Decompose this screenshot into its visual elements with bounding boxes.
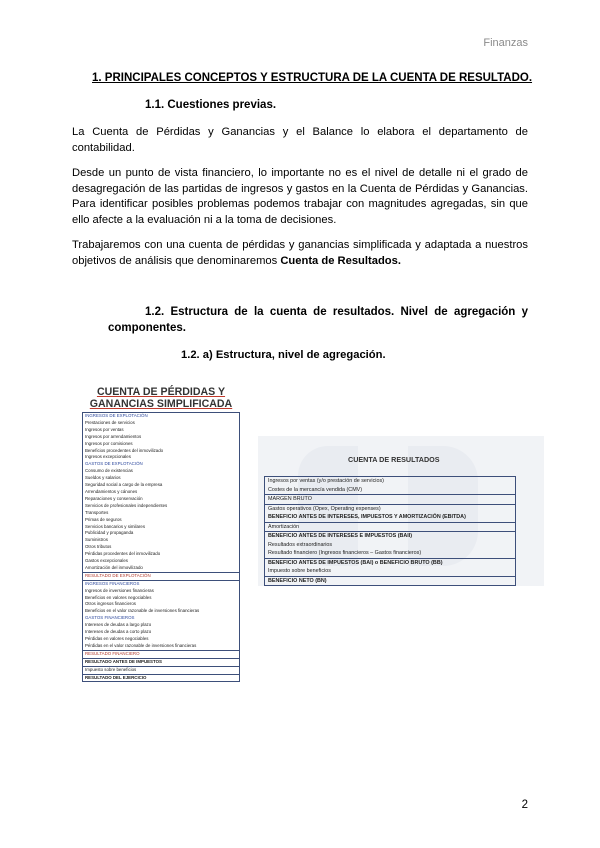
simplified-pl-row: GASTOS FINANCIEROS (85, 615, 135, 621)
simplified-pl-row: Servicios bancarios y similares (85, 523, 146, 529)
simplified-pl-row: INGRESOS DE EXPLOTACIÓN (85, 413, 148, 418)
simplified-pl-row: Gastos excepcionales (85, 558, 128, 564)
paragraph-1: La Cuenta de Pérdidas y Ganancias y el Balance lo elabora el departamento de contabilidad. (72, 126, 528, 154)
results-row: BENEFICIO NETO (BN) (265, 576, 515, 586)
simplified-pl-row: Pérdidas procedentes del inmovilizado (85, 551, 161, 557)
simplified-pl-row: Consumo de existencias (85, 468, 133, 474)
simplified-pl-table (82, 386, 240, 682)
results-row: BENEFICIO ANTES DE IMPUESTOS (BAI) o BENEFICIO BRUTO (BB) (265, 558, 515, 568)
simplified-pl-row: Publicidad y propaganda (85, 530, 134, 536)
results-row: Resultados extraordinarios (268, 541, 333, 548)
paragraph-3-bold: Cuenta de Resultados. (280, 254, 401, 267)
simplified-pl-title (82, 386, 240, 410)
results-row: Impuesto sobre beneficios (268, 568, 331, 574)
simplified-pl-row: RESULTADO DEL EJERCICIO (83, 674, 239, 682)
simplified-pl-row: Beneficios en el valor razonable de inversiones financieras (85, 608, 200, 614)
simplified-pl-row: Transportes (85, 509, 109, 515)
simplified-pl-row: Impuesto sobre beneficios (83, 666, 239, 674)
simplified-pl-row: Ingresos por comisiones (85, 440, 133, 446)
simplified-pl-title-line2: GANANCIAS SIMPLIFICADA (89, 398, 233, 410)
results-row: Ingresos por ventas (y/o prestación de servicios) (268, 478, 384, 484)
simplified-pl-row: RESULTADO FINANCIERO (83, 650, 239, 658)
results-row: Gastos operativos (Opex, Operating expenses) (265, 504, 515, 514)
simplified-pl-row: Intereses de deudas a corto plazo (85, 629, 152, 635)
simplified-pl-row: Ingresos excepcionales (85, 454, 131, 460)
simplified-pl-row: Pérdidas en valores negociables (85, 636, 149, 641)
results-row: BENEFICIO ANTES DE INTERESES E IMPUESTOS (BAII) (265, 531, 515, 541)
page-number: 2 (521, 799, 528, 811)
simplified-pl-row: Prestaciones de servicios (85, 419, 135, 425)
simplified-pl-row: Beneficios en valores negociables (85, 594, 152, 600)
simplified-pl-row: RESULTADO DE EXPLOTACIÓN (83, 572, 239, 580)
results-row: BENEFICIO ANTES DE INTERESES, IMPUESTOS Y AMORTIZACIÓN (EBITDA) (268, 514, 466, 520)
paragraph-3 (72, 238, 528, 269)
paragraph-3-text: Trabajaremos con una cuenta de pérdidas y ganancias simplificada y adaptada a nuestros objetivos de análisis que denominaremos (72, 239, 528, 267)
results-row: MARGEN BRUTO (265, 494, 515, 504)
simplified-pl-row: Beneficios procedentes del inmovilizado (85, 447, 164, 453)
simplified-pl-row: Servicios de profesionales independientes (85, 502, 168, 508)
simplified-pl-row: Seguridad social a cargo de la empresa (85, 482, 163, 488)
simplified-pl-row: Ingresos por ventas (85, 426, 124, 432)
simplified-pl-row: Otros tributos (85, 544, 112, 550)
results-row: Resultado financiero (Ingresos financieros – Gastos financieros) (268, 550, 422, 556)
simplified-pl-row: Pérdidas en el valor razonable de inversiones financieras (85, 642, 197, 648)
simplified-pl-row: Intereses de deudas a largo plazo (85, 622, 152, 628)
results-row: Amortización (265, 522, 515, 532)
simplified-pl-row: INGRESOS FINANCIEROS (83, 580, 239, 588)
simplified-pl-row: Amortización del inmovilizado (85, 564, 143, 570)
simplified-pl-row: RESULTADO ANTES DE IMPUESTOS (83, 658, 239, 666)
simplified-pl-row: Suministros (85, 537, 108, 543)
results-row: Costes de la mercancía vendida (CMV) (268, 486, 363, 493)
simplified-pl-row: Arrendamientos y cánones (85, 488, 138, 494)
simplified-pl-title-line1: CUENTA DE PÉRDIDAS Y (96, 386, 226, 398)
running-header: Finanzas (483, 37, 528, 49)
simplified-pl-row: Reparaciones y conservación (85, 495, 143, 501)
heading-1: 1. PRINCIPALES CONCEPTOS Y ESTRUCTURA DE LA CUENTA DE RESULTADO. (92, 72, 533, 84)
simplified-pl-row: GASTOS DE EXPLOTACIÓN (85, 461, 143, 467)
simplified-pl-row: Primas de seguros (85, 516, 122, 522)
heading-1-1: 1.1. Cuestiones previas. (145, 99, 277, 111)
heading-1-2: 1.2. Estructura de la cuenta de resultados. Nivel de agregación y componentes. (108, 306, 528, 334)
simplified-pl-row: Ingresos de inversiones financieras (85, 587, 154, 593)
paragraph-2: Desde un punto de vista financiero, lo importante no es el nivel de detalle ni el grado de desagregación de las partidas de ingresos y gastos en la Cuenta de Pérdidas y Ganancias. Para identificar posibles problemas podemos trabajar con magnitudes agregadas, sin que ello afecte a la evaluación ni a la toma de decisiones. (72, 167, 528, 226)
simplified-pl-row: Ingresos por arrendamientos (85, 433, 142, 439)
simplified-pl-row: Otros ingresos financieros (85, 601, 137, 607)
results-table (264, 476, 516, 586)
results-table-title: CUENTA DE RESULTADOS (348, 455, 440, 464)
simplified-pl-rows (82, 412, 240, 682)
simplified-pl-row: Sueldos y salarios (85, 475, 121, 481)
heading-1-2-a: 1.2. a) Estructura, nivel de agregación. (181, 349, 386, 361)
